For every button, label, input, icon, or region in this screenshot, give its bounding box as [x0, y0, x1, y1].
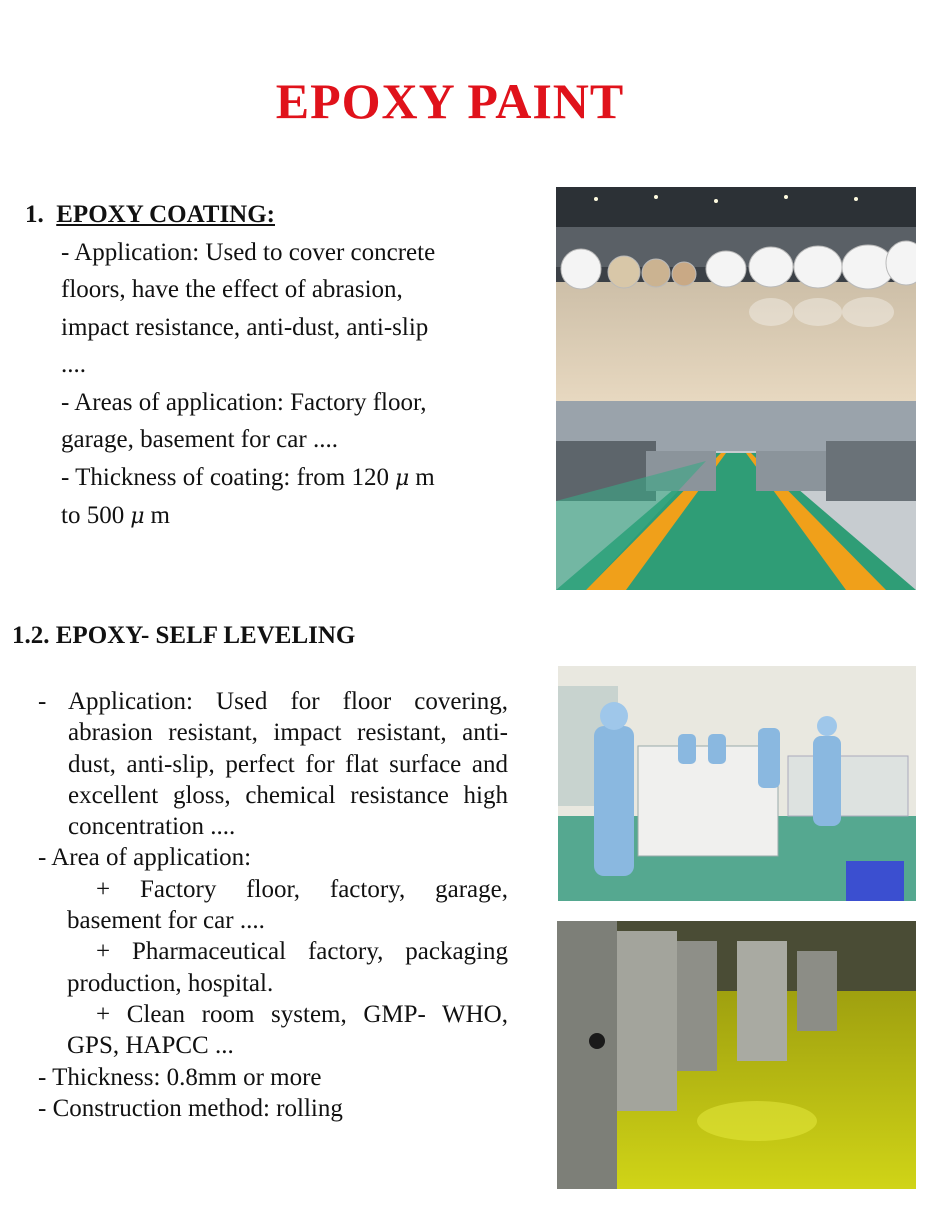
thickness-unit-2: m: [150, 502, 170, 529]
photo-yellow-floor: [557, 921, 916, 1189]
areas-text-line-1: - Areas of application: Factory floor,: [61, 388, 427, 416]
section-1-heading: [25, 196, 495, 234]
section-1-number: 1.: [25, 201, 44, 228]
section-epoxy-coating: [25, 196, 495, 536]
thickness-text-line-2: [61, 497, 495, 536]
thickness-max: to 500: [61, 502, 125, 529]
bullet-dash: -: [38, 688, 47, 715]
area-item: + Factory floor, factory, garage, basement for car ....: [67, 875, 508, 935]
area-item: + Clean room system, GMP- WHO, GPS, HAPCC ...: [67, 1000, 508, 1060]
section-2-heading: 1.2. EPOXY- SELF LEVELING: [12, 622, 356, 649]
areas-text-line-2: garage, basement for car ....: [61, 426, 338, 453]
application-text-line-1: - Application: Used to cover concrete: [61, 238, 436, 266]
method-text: - Construction method: rolling: [38, 1094, 343, 1122]
section-1-title: EPOXY COATING:: [56, 201, 275, 228]
page-title: EPOXY PAINT: [275, 73, 625, 129]
micro-symbol: μ: [394, 465, 410, 491]
photo-clean-room: [558, 666, 916, 901]
thickness-text: - Thickness: 0.8mm or more: [38, 1063, 322, 1091]
thickness-label: - Thickness of coating: from 120: [61, 463, 389, 491]
area-label: - Area of application:: [38, 844, 252, 872]
thickness-text-line-1: [61, 459, 495, 498]
area-item: + Pharmaceutical factory, packaging production, hospital.: [67, 938, 508, 997]
application-text-line-3: impact resistance, anti-dust, anti-slip: [61, 313, 429, 341]
application-text: Application: Used for floor covering, abrasion resistant, impact resistant, anti-dust, anti-slip, perfect for flat surface and excellent gloss, chemical resistance high concentration ....: [68, 688, 508, 841]
micro-symbol: μ: [130, 504, 145, 529]
application-text-line-4: ....: [61, 351, 86, 378]
photo-factory-aisle: [556, 401, 916, 590]
section-self-leveling: [38, 686, 508, 1124]
application-text-line-2: floors, have the effect of abrasion,: [61, 276, 403, 303]
application-bullet: [38, 686, 508, 842]
photo-warehouse-rolls: [556, 187, 916, 401]
thickness-unit: m: [415, 463, 435, 491]
